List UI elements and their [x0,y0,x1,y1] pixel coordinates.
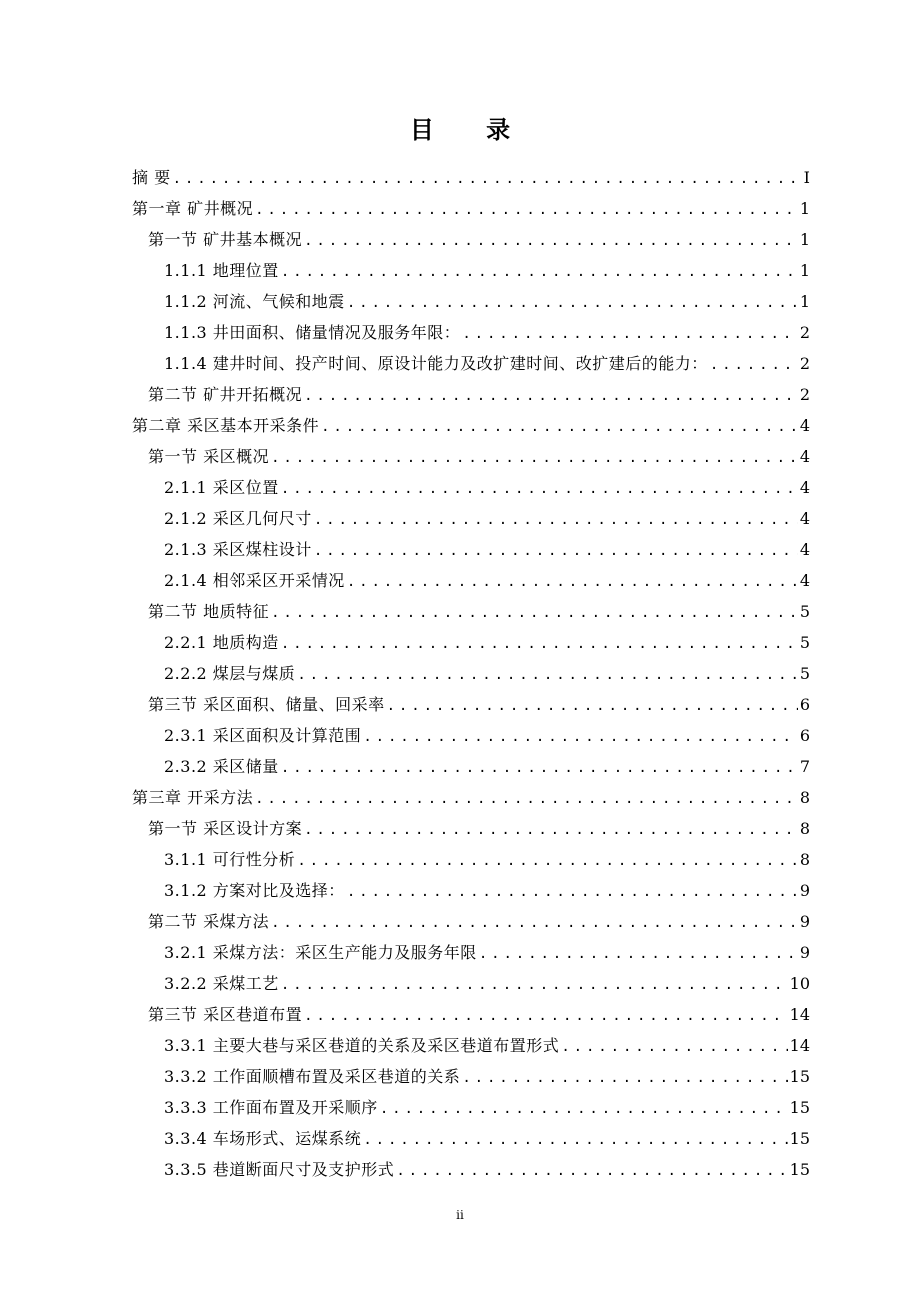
toc-entry[interactable] [132,751,810,782]
toc-entry-label: 1.1.4 建井时间、投产时间、原设计能力及改扩建时间、改扩建后的能力： [164,354,708,373]
toc-entry-label: 2.2.2 煤层与煤质 [164,664,296,683]
toc-dot-leader [304,226,798,257]
toc-entry[interactable] [132,875,810,906]
toc-entry[interactable] [132,534,810,565]
toc-dot-leader [396,1156,787,1187]
toc-entry-label: 3.2.1 采煤方法：采区生产能力及服务年限 [164,943,477,962]
toc-dot-leader [304,815,798,846]
toc-entry-label: 2.1.1 采区位置 [164,478,279,497]
toc-entry-page-number: 15 [789,1098,810,1117]
toc-entry-label: 第二章 采区基本开采条件 [132,416,320,435]
toc-entry-page-number: 8 [799,819,810,838]
toc-entry-label: 第三章 开采方法 [132,788,254,807]
toc-dot-leader [314,536,798,567]
toc-dot-leader [347,877,798,908]
toc-entry-page-number: 10 [789,974,810,993]
toc-entry-page-number: 1 [799,199,810,218]
toc-entry[interactable] [132,565,810,596]
toc-entry[interactable] [132,162,810,193]
toc-dot-leader [710,350,798,381]
toc-dot-leader [304,381,798,412]
toc-entry[interactable] [132,1092,810,1123]
toc-entry[interactable] [132,782,810,813]
toc-entry[interactable] [132,968,810,999]
toc-dot-leader [304,1001,788,1032]
toc-entry-page-number: 9 [799,943,810,962]
table-of-contents [132,162,810,1185]
toc-dot-leader [271,908,798,939]
toc-dot-leader [281,257,798,288]
toc-entry-page-number: 8 [799,850,810,869]
toc-entry-page-number: 2 [799,323,810,342]
toc-dot-leader [271,598,798,629]
toc-dot-leader [387,691,798,722]
toc-entry-page-number: 6 [799,695,810,714]
toc-entry-label: 第二节 地质特征 [148,602,270,621]
toc-entry-page-number: 5 [799,602,810,621]
toc-entry-label: 3.1.2 方案对比及选择： [164,881,345,900]
toc-entry-label: 第一节 矿井基本概况 [148,230,303,249]
toc-entry-page-number: 4 [799,478,810,497]
toc-entry-page-number: 1 [799,261,810,280]
toc-dot-leader [380,1094,788,1125]
toc-entry-page-number: 2 [799,385,810,404]
toc-dot-leader [363,1125,787,1156]
toc-entry[interactable] [132,689,810,720]
toc-dot-leader [281,629,798,660]
toc-dot-leader [347,288,798,319]
toc-entry-page-number: 4 [799,416,810,435]
toc-entry-page-number: 1 [799,230,810,249]
toc-entry-page-number: 15 [789,1067,810,1086]
toc-entry-page-number: 9 [799,881,810,900]
toc-dot-leader [173,164,802,195]
toc-entry-label: 第一节 采区概况 [148,447,270,466]
toc-entry-page-number: 4 [799,540,810,559]
toc-dot-leader [314,505,798,536]
toc-entry-label: 3.1.1 可行性分析 [164,850,296,869]
toc-entry[interactable] [132,472,810,503]
toc-entry[interactable] [132,255,810,286]
toc-dot-leader [462,1063,787,1094]
toc-entry-page-number: 8 [799,788,810,807]
toc-entry[interactable] [132,193,810,224]
toc-dot-leader [297,660,798,691]
toc-entry[interactable] [132,410,810,441]
toc-entry[interactable] [132,720,810,751]
toc-entry-label: 第一章 矿井概况 [132,199,254,218]
toc-dot-leader [321,412,798,443]
toc-entry-label: 1.1.2 河流、气候和地震 [164,292,345,311]
toc-dot-leader [281,753,798,784]
toc-dot-leader [462,319,798,350]
toc-entry[interactable] [132,999,810,1030]
toc-entry-label: 2.3.1 采区面积及计算范围 [164,726,362,745]
toc-entry[interactable] [132,224,810,255]
toc-dot-leader [255,784,798,815]
toc-entry-page-number: 6 [799,726,810,745]
toc-entry[interactable] [132,441,810,472]
toc-entry-label: 2.2.1 地质构造 [164,633,279,652]
toc-entry-page-number: 15 [789,1129,810,1148]
toc-entry[interactable] [132,813,810,844]
toc-entry-page-number: 9 [799,912,810,931]
toc-entry-label: 2.1.2 采区几何尺寸 [164,509,312,528]
toc-entry[interactable] [132,348,810,379]
page-number-footer: ii [456,1208,464,1222]
toc-entry[interactable] [132,1030,810,1061]
toc-entry-label: 1.1.1 地理位置 [164,261,279,280]
toc-entry-page-number: 4 [799,571,810,590]
toc-entry-page-number: 5 [799,633,810,652]
toc-dot-leader [281,970,788,1001]
toc-entry[interactable] [132,658,810,689]
toc-entry-page-number: 5 [799,664,810,683]
toc-entry-label: 3.3.2 工作面顺槽布置及采区巷道的关系 [164,1067,461,1086]
toc-entry-label: 摘 要 [132,168,171,187]
toc-entry-label: 2.3.2 采区储量 [164,757,279,776]
toc-entry-page-number: 15 [789,1160,810,1179]
toc-entry-label: 3.3.3 工作面布置及开采顺序 [164,1098,378,1117]
toc-dot-leader [479,939,798,970]
toc-dot-leader [363,722,798,753]
toc-entry-page-number: I [803,168,810,187]
toc-dot-leader [271,443,798,474]
toc-entry[interactable] [132,286,810,317]
toc-entry-label: 1.1.3 井田面积、储量情况及服务年限： [164,323,461,342]
toc-entry[interactable] [132,1154,810,1185]
toc-entry[interactable] [132,627,810,658]
toc-entry-page-number: 2 [799,354,810,373]
toc-entry-page-number: 14 [789,1005,810,1024]
toc-entry-label: 第二节 采煤方法 [148,912,270,931]
toc-entry-page-number: 4 [799,447,810,466]
toc-dot-leader [281,474,798,505]
toc-entry[interactable] [132,317,810,348]
toc-entry[interactable] [132,844,810,875]
toc-entry-label: 3.2.2 采煤工艺 [164,974,279,993]
toc-dot-leader [561,1032,787,1063]
toc-entry[interactable] [132,596,810,627]
toc-entry-label: 第三节 采区面积、储量、回采率 [148,695,385,714]
toc-dot-leader [347,567,798,598]
toc-entry[interactable] [132,503,810,534]
toc-entry-page-number: 14 [789,1036,810,1055]
toc-entry[interactable] [132,1061,810,1092]
toc-entry-label: 3.3.1 主要大巷与采区巷道的关系及采区巷道布置形式 [164,1036,560,1055]
toc-entry-label: 2.1.3 采区煤柱设计 [164,540,312,559]
toc-entry[interactable] [132,379,810,410]
toc-entry-label: 第三节 采区巷道布置 [148,1005,303,1024]
toc-entry-label: 第二节 矿井开拓概况 [148,385,303,404]
toc-entry[interactable] [132,1123,810,1154]
toc-entry-label: 2.1.4 相邻采区开采情况 [164,571,345,590]
toc-entry-label: 3.3.5 巷道断面尺寸及支护形式 [164,1160,395,1179]
toc-entry-label: 第一节 采区设计方案 [148,819,303,838]
toc-entry-page-number: 4 [799,509,810,528]
toc-dot-leader [297,846,798,877]
toc-entry-page-number: 1 [799,292,810,311]
page-title: 目 录 [409,115,533,144]
toc-entry-page-number: 7 [799,757,810,776]
toc-entry[interactable] [132,906,810,937]
toc-entry-label: 3.3.4 车场形式、运煤系统 [164,1129,362,1148]
toc-entry[interactable] [132,937,810,968]
toc-dot-leader [255,195,798,226]
